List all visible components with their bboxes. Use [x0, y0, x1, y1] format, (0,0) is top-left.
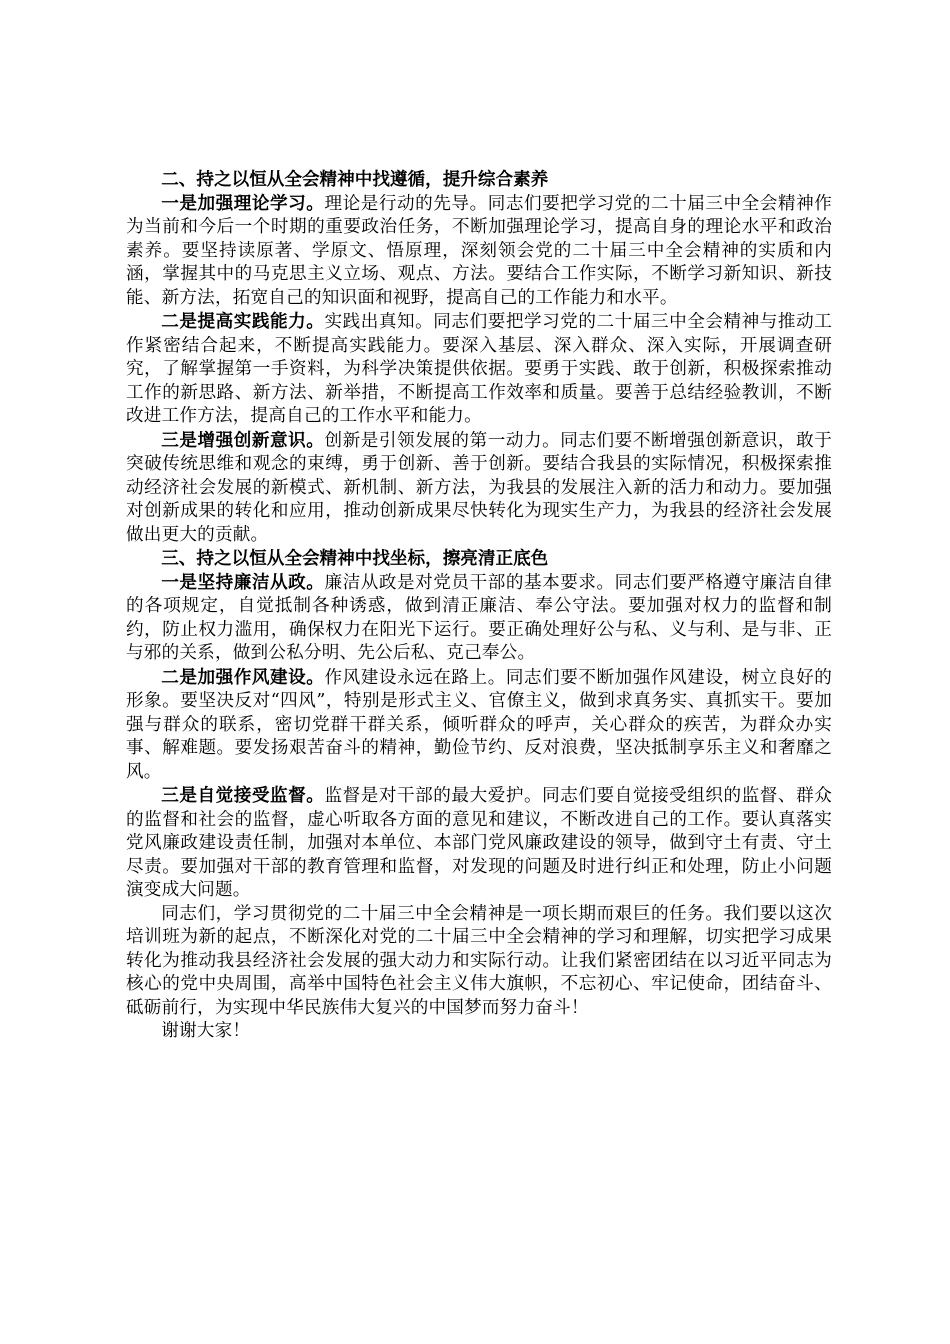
paragraph-lead: 二是加强作风建设。 [161, 666, 325, 688]
paragraph-practice-ability [126, 310, 832, 429]
closing-thanks: 谢谢大家！ [161, 1021, 251, 1041]
paragraph-work-style [126, 666, 832, 785]
paragraph-body: 作风建设永远在路上。同志们要不断加强作风建设，树立良好的形象。要坚决反对“四风”，特别是形式主义、官僚主义，做到求真务实、真抓实干。要加强与群众的联系，密切党群干群关系，倾听群众的呼声，关心群众的疾苦，为群众办实事、解难题。要发扬艰苦奋斗的精神，勤俭节约、反对浪费，坚决抵制享乐主义和奢靡之风。 [126, 667, 832, 782]
section-heading-2: 二、持之以恒从全会精神中找遵循，提升综合素养 [161, 169, 549, 190]
closing-paragraph: 同志们，学习贯彻党的二十届三中全会精神是一项长期而艰巨的任务。我们要以这次培训班为新的起点，不断深化对党的二十届三中全会精神的学习和理解，切实把学习成果转化为推动我县经济社会发展的强大动力和实际行动。让我们紧密团结在以习近平同志为核心的党中央周围，高举中国特色社会主义伟大旗帜，不忘初心、牢记使命，团结奋斗、砥砺前行，为实现中华民族伟大复兴的中国梦而努力奋斗！ [126, 903, 832, 1018]
paragraph-lead: 三是自觉接受监督。 [161, 785, 325, 806]
paragraph-accept-supervision [126, 784, 832, 903]
paragraph-lead: 二是提高实践能力。 [161, 311, 325, 332]
paragraph-lead: 一是加强理论学习。 [161, 192, 325, 214]
paragraph-body: 实践出真知。同志们要把学习党的二十届三中全会精神与推动工作紧密结合起来，不断提高实践能力。要深入基层、深入群众、深入实际，开展调查研究，了解掌握第一手资料，为科学决策提供依据。要勇于实践、敢于创新，积极探索推动工作的新思路、新方法、新举措，不断提高工作效率和质量。要善于总结经验教训，不断改进工作方法，提高自己的工作水平和能力。 [126, 312, 832, 426]
section-heading-3: 三、持之以恒从全会精神中找坐标，擦亮清正底色 [161, 548, 549, 569]
paragraph-body: 廉洁从政是对党员干部的基本要求。同志们要严格遵守廉洁自律的各项规定，自觉抵制各种诱惑，做到清正廉洁、奉公守法。要加强对权力的监督和制约，防止权力滥用，确保权力在阳光下运行。要正确处理好公与私、义与利、是与非、正与邪的关系，做到公私分明、先公后私、克己奉公。 [126, 572, 832, 663]
paragraph-body: 理论是行动的先导。同志们要把学习党的二十届三中全会精神作为当前和今后一个时期的重要政治任务，不断加强理论学习，提高自身的理论水平和政治素养。要坚持读原著、学原文、悟原理，深刻领会党的二十届三中全会精神的实质和内涵，掌握其中的马克思主义立场、观点、方法。要结合工作实际，不断学习新知识、新技能、新方法，拓宽自己的知识面和视野，提高自己的工作能力和水平。 [126, 193, 832, 308]
paragraph-body: 创新是引领发展的第一动力。同志们要不断增强创新意识，敢于突破传统思维和观念的束缚，勇于创新、善于创新。要结合我县的实际情况，积极探索推动经济社会发展的新模式、新机制、新方法，为我县的发展注入新的活力和动力。要加强对创新成果的转化和应用，推动创新成果尽快转化为现实生产力，为我县的经济社会发展做出更大的贡献。 [126, 430, 832, 545]
paragraph-theory-study [126, 192, 832, 311]
paragraph-innovation-awareness [126, 429, 832, 548]
paragraph-body: 监督是对干部的最大爱护。同志们要自觉接受组织的监督、群众的监督和社会的监督，虚心听取各方面的意见和建议，不断改进自己的工作。要认真落实党风廉政建设责任制，加强对本单位、本部门党风廉政建设的领导，做到守土有责、守土尽责。要加强对干部的教育管理和监督，对发现的问题及时进行纠正和处理，防止小问题演变成大问题。 [126, 786, 832, 900]
document-page [126, 168, 832, 1044]
paragraph-lead: 三是增强创新意识。 [161, 429, 325, 451]
paragraph-clean-governance [126, 571, 832, 666]
paragraph-lead: 一是坚持廉洁从政。 [161, 571, 325, 593]
